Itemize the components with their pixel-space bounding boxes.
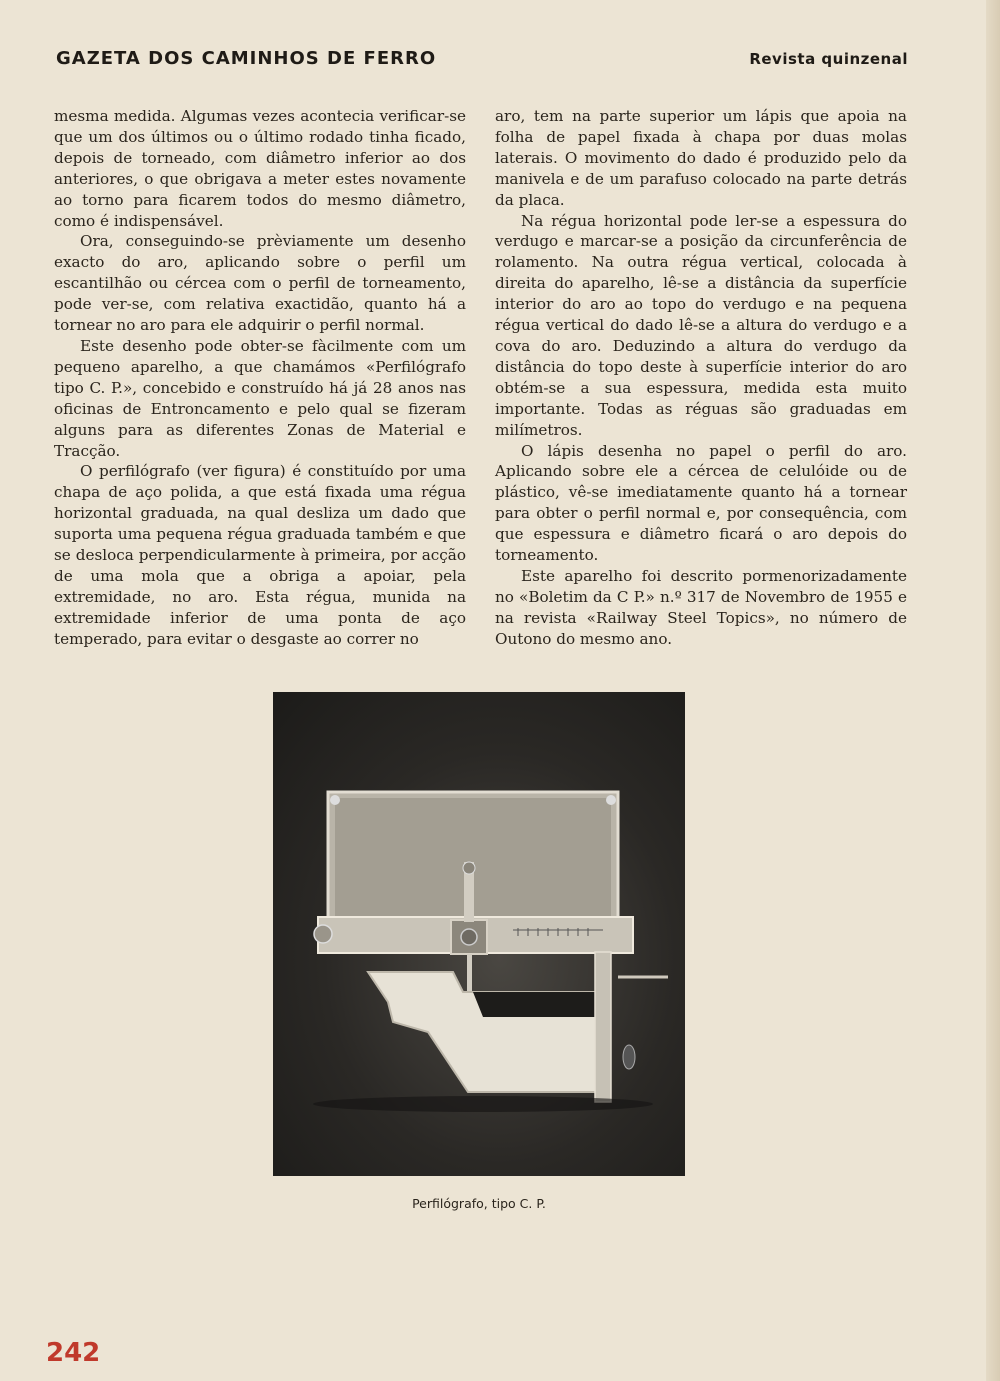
paragraph: Este desenho pode obter-se fàcilmente com um pequeno aparelho, a que chamámos «Perfilógrafo tipo C. P.», concebido e construído há já 28 anos nas oficinas de Entroncamento e pelo qual se fizeram alguns para as diferentes Zonas de Material e Tracção. bbox=[54, 336, 466, 460]
paragraph: O lápis desenha no papel o perfil do aro. Aplicando sobre ele a cércea de celulóide ou de plástico, vê-se imediatamente quanto há a tornear para obter o perfil normal e, por consequência, com que espessura e diâmetro ficará o aro depois do torneamento. bbox=[495, 441, 907, 565]
left-column bbox=[54, 106, 466, 650]
perfilografo-photo bbox=[273, 692, 685, 1176]
paragraph: mesma medida. Algumas vezes acontecia verificar-se que um dos últimos ou o último rodado tinha ficado, depois de torneado, com diâmetro inferior ao dos anteriores, o que obrigava a meter estes novamente ao torno para ficarem todos do mesmo diâmetro, como é indispensável. bbox=[54, 107, 466, 230]
page-number: 242 bbox=[46, 1338, 101, 1368]
paragraph: Ora, conseguindo-se prèviamente um desenho exacto do aro, aplicando sobre o perfil um escantilhão ou cércea com o perfil de torneamento, pode ver-se, com relativa exactidão, quanto há a tornear no aro para ele adquirir o perfil normal. bbox=[54, 232, 466, 335]
paragraph: Este aparelho foi descrito pormenorizadamente no «Boletim da C P.» n.º 317 de Novembro de 1955 e na revista «Railway Steel Topics», no número de Outono do mesmo ano. bbox=[495, 566, 907, 648]
paragraph: Na régua horizontal pode ler-se a espessura do verdugo e marcar-se a posição da circunferência de rolamento. Na outra régua vertical, colocada à direita do aparelho, lê-se a distância da superfície interior do aro ao topo do verdugo e na pequena régua vertical do dado lê-se a altura do verdugo e a cova do aro. Deduzindo a altura do verdugo da distância do topo deste à superfície interior do aro obtém-se a sua espessura, medida esta muito importante. Todas as réguas são graduadas em milímetros. bbox=[495, 211, 907, 439]
right-column bbox=[495, 106, 907, 650]
paragraph: O perfilógrafo (ver figura) é constituído por uma chapa de aço polida, a que está fixada uma régua horizontal graduada, na qual desliza um dado que suporta uma pequena régua graduada também e que se desloca perpendicularmente à primeira, por acção de uma mola que a obriga a apoiar, pela extremidade, no aro. Esta régua, munida na extremidade inferior de uma ponta de aço temperado, para evitar o desgaste ao correr no bbox=[54, 462, 466, 648]
running-header bbox=[56, 48, 908, 69]
journal-subtitle: Revista quinzenal bbox=[749, 50, 908, 68]
figure-caption: Perfilógrafo, tipo C. P. bbox=[412, 1196, 546, 1211]
paragraph: aro, tem na parte superior um lápis que apoia na folha de papel fixada à chapa por duas molas laterais. O movimento do dado é produzido pelo da manivela e de um parafuso colocado na parte detrás da placa. bbox=[495, 107, 907, 209]
page-edge bbox=[986, 0, 1000, 1381]
journal-title: GAZETA DOS CAMINHOS DE FERRO bbox=[56, 48, 437, 69]
